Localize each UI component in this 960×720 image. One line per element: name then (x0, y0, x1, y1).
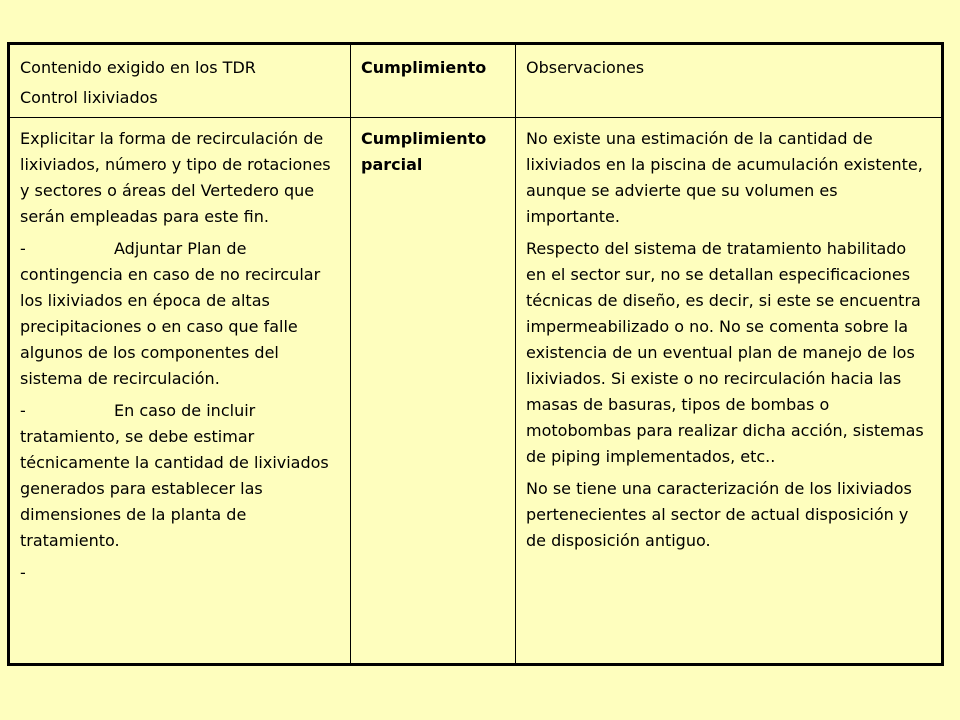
header-compliance-cell (351, 44, 516, 118)
observation-paragraph-1: No existe una estimación de la cantidad de lixiviados en la piscina de acumulación existente, aunque se advierte que su volumen es importante. (526, 129, 923, 226)
observation-paragraph-3: No se tiene una caracterización de los lixiviados pertenecientes al sector de actual disposición y de disposición antiguo. (526, 479, 912, 550)
compliance-table (7, 42, 944, 666)
requirement-paragraph-4: - (20, 563, 26, 582)
table-header-row (9, 44, 943, 118)
requirement-paragraph-1: Explicitar la forma de recirculación de lixiviados, número y tipo de rotaciones y sectores o áreas del Vertedero que serán empleadas para este fin. (20, 129, 331, 226)
requirement-dash-2: - (20, 401, 26, 420)
requirement-paragraph-3-text: En caso de incluir tratamiento, se debe estimar técnicamente la cantidad de lixiviados generados para establecer las dimensiones de la planta de tratamiento. (20, 401, 329, 550)
requirement-cell (9, 118, 351, 665)
observations-cell (516, 118, 943, 665)
table-row (9, 118, 943, 665)
header-compliance-label: Cumplimiento (361, 58, 487, 77)
header-content-cell (9, 44, 351, 118)
requirement-paragraph-3 (20, 398, 340, 554)
requirement-paragraph-2-text: Adjuntar Plan de contingencia en caso de no recircular los lixiviados en época de altas precipitaciones o en caso que falle algunos de los componentes del sistema de recirculación. (20, 239, 321, 388)
header-observations-label: Observaciones (526, 58, 645, 77)
compliance-cell (351, 118, 516, 665)
observation-paragraph-2: Respecto del sistema de tratamiento habilitado en el sector sur, no se detallan especificaciones técnicas de diseño, es decir, si este se encuentra impermeabilizado o no. No se comenta sobre la existencia de un eventual plan de manejo de los lixiviados. Si existe o no recirculación hacia las masas de basuras, tipos de bombas o motobombas para realizar dicha acción, sistemas de piping implementados, etc.. (526, 239, 924, 466)
header-content-title: Contenido exigido en los TDR (20, 58, 256, 77)
requirement-paragraph-2 (20, 236, 340, 392)
compliance-status: Cumplimiento parcial (361, 129, 487, 174)
header-observations-cell (516, 44, 943, 118)
header-content-subtitle: Control lixiviados (20, 88, 158, 107)
requirement-dash-1: - (20, 239, 26, 258)
